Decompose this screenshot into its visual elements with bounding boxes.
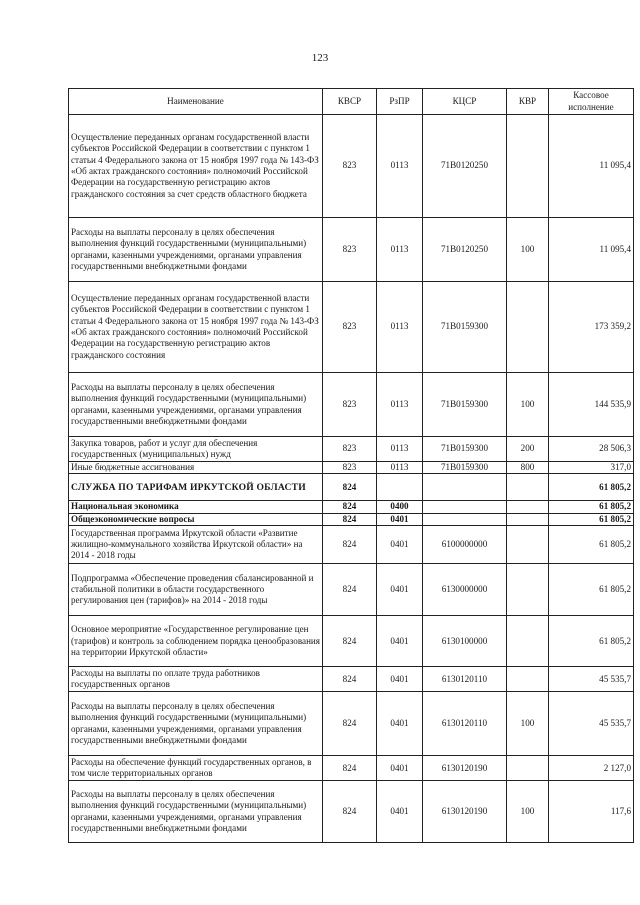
table-row [69,781,634,843]
table-row [69,437,634,462]
table-row [69,616,634,667]
table-row [69,513,634,525]
row-kcsr: 6100000000 [423,526,507,564]
row-kvsr: 824 [323,526,377,564]
row-rzpr: 0401 [377,513,423,525]
row-kvsr: 823 [323,282,377,373]
row-kvsr: 824 [323,616,377,667]
row-kcsr: 71В0159300 [423,282,507,373]
table-row [69,474,634,501]
row-kvsr: 823 [323,462,377,474]
table-row [69,756,634,781]
row-kvr [507,667,549,692]
row-rzpr: 0401 [377,781,423,843]
row-kvsr: 824 [323,513,377,525]
row-kcsr: 71В0159300 [423,373,507,437]
header-kvsr: КВСР [323,89,377,115]
row-kcsr: 6130120110 [423,692,507,756]
row-kvr: 100 [507,373,549,437]
row-amount: 61 805,2 [549,564,634,616]
table-row [69,373,634,437]
row-kvr [507,616,549,667]
row-kvr: 100 [507,692,549,756]
row-kvr [507,501,549,513]
row-kvr [507,526,549,564]
row-kvr [507,564,549,616]
table-row [69,462,634,474]
table-header-row [69,89,634,115]
row-kcsr: 6130120190 [423,756,507,781]
row-name: Основное мероприятие «Государственное регулирование цен (тарифов) и контроль за соблюдением порядка ценообразования на территории Иркутской области» [69,616,323,667]
row-amount: 61 805,2 [549,526,634,564]
row-rzpr: 0113 [377,373,423,437]
table-row [69,218,634,282]
row-kvsr: 824 [323,474,377,501]
row-amount: 45 535,7 [549,692,634,756]
header-amount: Кассовое исполнение [549,89,634,115]
table-row [69,115,634,218]
row-rzpr: 0400 [377,501,423,513]
row-amount: 28 506,3 [549,437,634,462]
row-kvr: 100 [507,781,549,843]
row-kvr [507,282,549,373]
table-body [69,115,634,843]
table-row [69,501,634,513]
row-rzpr: 0113 [377,462,423,474]
row-rzpr: 0401 [377,756,423,781]
row-name: Осуществление переданных органам государственной власти субъектов Российской Федерации в соответствии с пунктом 1 статьи 4 Федерального закона от 15 ноября 1997 года № 143-ФЗ «Об актах гражданского состояния» полномочий Российской Федерации на государственную регистрацию актов гражданского состояния [69,282,323,373]
row-rzpr [377,474,423,501]
row-kcsr: 71В0159300 [423,462,507,474]
row-kvr [507,474,549,501]
row-name: Общеэкономические вопросы [69,513,323,525]
row-amount: 61 805,2 [549,474,634,501]
table-row [69,692,634,756]
header-kcsr: КЦСР [423,89,507,115]
row-amount: 144 535,9 [549,373,634,437]
row-kvr: 800 [507,462,549,474]
row-rzpr: 0113 [377,115,423,218]
row-kvsr: 824 [323,501,377,513]
row-amount: 45 535,7 [549,667,634,692]
row-rzpr: 0113 [377,437,423,462]
row-name: Расходы на обеспечение функций государственных органов, в том числе территориальных органов [69,756,323,781]
budget-table [68,88,634,843]
row-name: Расходы на выплаты персоналу в целях обеспечения выполнения функций государственными (муниципальными) органами, казенными учреждениями, органами управления государственными внебюджетными фондами [69,781,323,843]
row-amount: 61 805,2 [549,501,634,513]
row-kvsr: 824 [323,692,377,756]
row-kcsr: 6130100000 [423,616,507,667]
row-rzpr: 0113 [377,282,423,373]
row-amount: 61 805,2 [549,513,634,525]
row-kvsr: 823 [323,437,377,462]
row-kvsr: 824 [323,564,377,616]
header-name: Наименование [69,89,323,115]
header-kvr: КВР [507,89,549,115]
row-rzpr: 0401 [377,564,423,616]
row-kvr: 200 [507,437,549,462]
row-kvsr: 824 [323,781,377,843]
row-rzpr: 0401 [377,616,423,667]
row-name: СЛУЖБА ПО ТАРИФАМ ИРКУТСКОЙ ОБЛАСТИ [69,474,323,501]
row-rzpr: 0401 [377,692,423,756]
row-name: Расходы на выплаты персоналу в целях обеспечения выполнения функций государственными (муниципальными) органами, казенными учреждениями, органами управления государственными внебюджетными фондами [69,373,323,437]
table-row [69,667,634,692]
row-kvr [507,115,549,218]
row-kcsr [423,501,507,513]
row-kvr [507,756,549,781]
row-name: Национальная экономика [69,501,323,513]
row-rzpr: 0401 [377,667,423,692]
row-kvr: 100 [507,218,549,282]
row-kcsr: 6130120110 [423,667,507,692]
table-row [69,564,634,616]
row-kvsr: 823 [323,373,377,437]
row-kvsr: 824 [323,667,377,692]
row-kcsr [423,513,507,525]
row-amount: 61 805,2 [549,616,634,667]
row-kcsr: 71В0120250 [423,218,507,282]
row-rzpr: 0113 [377,218,423,282]
row-amount: 173 359,2 [549,282,634,373]
row-name: Подпрограмма «Обеспечение проведения сбалансированной и стабильной политики в области государственного регулирования цен (тарифов)» на 2014 - 2018 годы [69,564,323,616]
row-kvr [507,513,549,525]
row-amount: 11 095,4 [549,115,634,218]
row-amount: 317,0 [549,462,634,474]
row-name: Иные бюджетные ассигнования [69,462,323,474]
row-name: Расходы на выплаты персоналу в целях обеспечения выполнения функций государственными (муниципальными) органами, казенными учреждениями, органами управления государственными внебюджетными фондами [69,692,323,756]
row-amount: 2 127,0 [549,756,634,781]
row-amount: 117,6 [549,781,634,843]
row-rzpr: 0401 [377,526,423,564]
row-kcsr: 71В0159300 [423,437,507,462]
row-name: Государственная программа Иркутской области «Развитие жилищно-коммунального хозяйства Иркутской области» на 2014 - 2018 годы [69,526,323,564]
row-amount: 11 095,4 [549,218,634,282]
row-name: Осуществление переданных органам государственной власти субъектов Российской Федерации в соответствии с пунктом 1 статьи 4 Федерального закона от 15 ноября 1997 года № 143-ФЗ «Об актах гражданского состояния» полномочий Российской Федерации на государственную регистрацию актов гражданского состояния за счет средств областного бюджета [69,115,323,218]
row-kcsr: 71В0120250 [423,115,507,218]
table-row [69,282,634,373]
row-kvsr: 823 [323,218,377,282]
row-kvsr: 824 [323,756,377,781]
row-name: Закупка товаров, работ и услуг для обеспечения государственных (муниципальных) нужд [69,437,323,462]
row-kcsr: 6130120190 [423,781,507,843]
row-name: Расходы на выплаты персоналу в целях обеспечения выполнения функций государственными (муниципальными) органами, казенными учреждениями, органами управления государственными внебюджетными фондами [69,218,323,282]
page-number: 123 [311,52,329,64]
row-kvsr: 823 [323,115,377,218]
row-name: Расходы на выплаты по оплате труда работников государственных органов [69,667,323,692]
row-kcsr: 6130000000 [423,564,507,616]
header-rzpr: РзПР [377,89,423,115]
row-kcsr [423,474,507,501]
table-row [69,526,634,564]
